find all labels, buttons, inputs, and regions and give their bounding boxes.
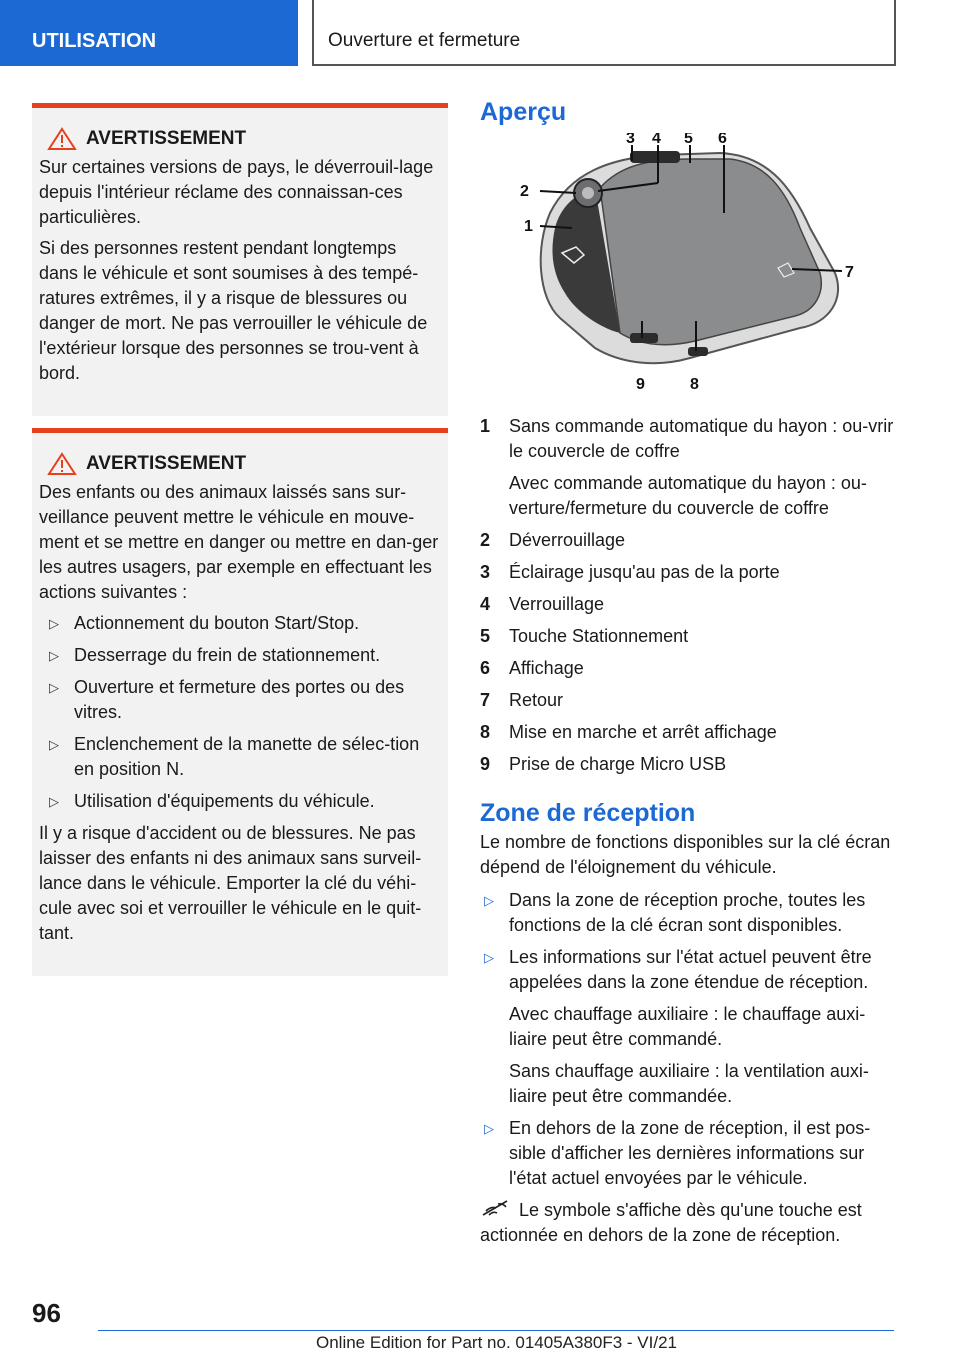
list-item [480,752,898,777]
list-item-text: En dehors de la zone de réception, il est pos-sible d'afficher les dernières informations sur l'état actuel envoyées par le véhicule. [509,1118,871,1188]
warning-heading [39,451,440,476]
callout-5: 5 [684,133,693,147]
list-item [480,1116,898,1191]
list-item-text: Enclenchement de la manette de sélec-tion en position N. [74,734,420,779]
zone-intro: Le nombre de fonctions disponibles sur la clé écran dépend de l'éloignement du véhicule. [480,832,891,877]
warning-paragraph: Si des personnes restent pendant longtemps dans le véhicule et sont soumises à des tempé-ratures extrêmes, il y a risque de blessures ou danger de mort. Ne pas verrouiller le véhicule de l'extérieur lorsque des personnes se trou-vent à bord. [39,238,428,383]
item-number: 4 [480,594,491,614]
list-item [39,675,440,725]
list-item [39,732,440,782]
item-number: 5 [480,626,491,646]
section-heading-apercu: Aperçu [480,98,567,126]
edition-note: Online Edition for Part no. 01405A380F3 - VI/21 [316,1333,678,1352]
symbol-note [480,1198,898,1248]
legend-list [480,414,898,777]
warning-bullet-list [39,611,440,814]
list-item-text: Les informations sur l'état actuel peuvent être appelées dans la zone étendue de réception. [509,947,872,992]
triangle-bullet-icon: ▷ [484,1121,494,1136]
footer-divider [98,1330,894,1331]
right-column [480,100,898,1248]
item-text: Déverrouillage [509,530,626,550]
list-item [39,611,440,636]
section-heading-zone: Zone de réception [480,799,696,827]
list-item [39,789,440,814]
zone-bullet-list [480,888,898,1191]
display-key-illustration [480,133,898,393]
warning-box-1 [32,103,448,416]
list-item [480,656,898,681]
item-number: 8 [480,722,491,742]
item-text: Touche Stationnement [509,626,689,646]
warning-paragraph: Sur certaines versions de pays, le déverrouil-lage depuis l'intérieur réclame des connaissan-ces particulières. [39,157,434,227]
item-text: Affichage [509,658,584,678]
item-number: 1 [480,416,491,436]
chapter-title: Ouverture et fermeture [312,0,896,66]
symbol-note-text: Le symbole s'affiche dès qu'une touche est actionnée en dehors de la zone de réception. [480,1200,862,1245]
list-item-text: Dans la zone de réception proche, toutes les fonctions de la clé écran sont disponibles. [509,890,866,935]
item-text: Mise en marche et arrêt affichage [509,722,777,742]
list-item-text: Desserrage du frein de stationnement. [74,645,381,665]
list-item [480,624,898,649]
triangle-bullet-icon: ▷ [49,648,59,663]
page-number: 96 [32,1298,61,1328]
warning-box-2 [32,428,448,976]
list-item [480,720,898,745]
callout-8: 8 [690,376,699,393]
callout-4: 4 [652,133,661,147]
triangle-bullet-icon: ▷ [49,680,59,695]
callout-9: 9 [636,376,645,393]
item-text: Avec commande automatique du hayon : ou-verture/fermeture du couvercle de coffre [509,473,867,518]
item-number: 6 [480,658,491,678]
callout-6: 6 [718,133,727,147]
warning-title: AVERTISSEMENT [86,453,247,474]
item-number: 3 [480,562,491,582]
list-item [480,528,898,553]
warning-intro: Des enfants ou des animaux laissés sans sur-veillance peuvent mettre le véhicule en mouve-ment et se mettre en danger ou mettre en dan-ger les autres usagers, par exemple en effectuant les actions suivantes : [39,482,439,602]
item-number: 9 [480,754,491,774]
callout-3: 3 [626,133,635,147]
triangle-bullet-icon: ▷ [484,893,494,908]
list-item [480,592,898,617]
list-item-text: Utilisation d'équipements du véhicule. [74,791,375,811]
list-item [480,560,898,585]
list-item [39,643,440,668]
callout-1: 1 [524,218,533,235]
list-item-text: Avec chauffage auxiliaire : le chauffage auxi-liaire peut être commandé. [509,1004,866,1049]
triangle-bullet-icon: ▷ [49,616,59,631]
list-item [480,945,898,1109]
warning-title: AVERTISSEMENT [86,128,247,149]
item-text: Éclairage jusqu'au pas de la porte [509,562,780,582]
item-text: Sans commande automatique du hayon : ou-vrir le couvercle de coffre [509,416,894,461]
list-item [480,688,898,713]
warning-outro: Il y a risque d'accident ou de blessures. Ne pas laisser des enfants ni des animaux sans surveil-lance dans le véhicule. Emporter la clé du véhi-cule avec soi et verrouiller le véhicule en le quit-tant. [39,823,422,943]
list-item-text: Sans chauffage auxiliaire : la ventilation auxi-liaire peut être commandée. [509,1061,869,1106]
list-item-text: Ouverture et fermeture des portes ou des vitres. [74,677,405,722]
section-title: UTILISATION [0,0,298,66]
warning-triangle-icon [47,452,77,476]
page-header [0,0,960,66]
no-signal-icon [480,1198,514,1218]
warning-heading [39,126,440,151]
callout-2: 2 [520,183,529,200]
triangle-bullet-icon: ▷ [484,950,494,965]
item-text: Prise de charge Micro USB [509,754,727,774]
triangle-bullet-icon: ▷ [49,794,59,809]
list-item [480,888,898,938]
triangle-bullet-icon: ▷ [49,737,59,752]
warning-triangle-icon [47,127,77,151]
list-item [480,414,898,521]
callout-7: 7 [845,264,854,281]
item-number: 2 [480,530,491,550]
item-text: Verrouillage [509,594,605,614]
item-number: 7 [480,690,491,710]
item-text: Retour [509,690,564,710]
list-item-text: Actionnement du bouton Start/Stop. [74,613,360,633]
